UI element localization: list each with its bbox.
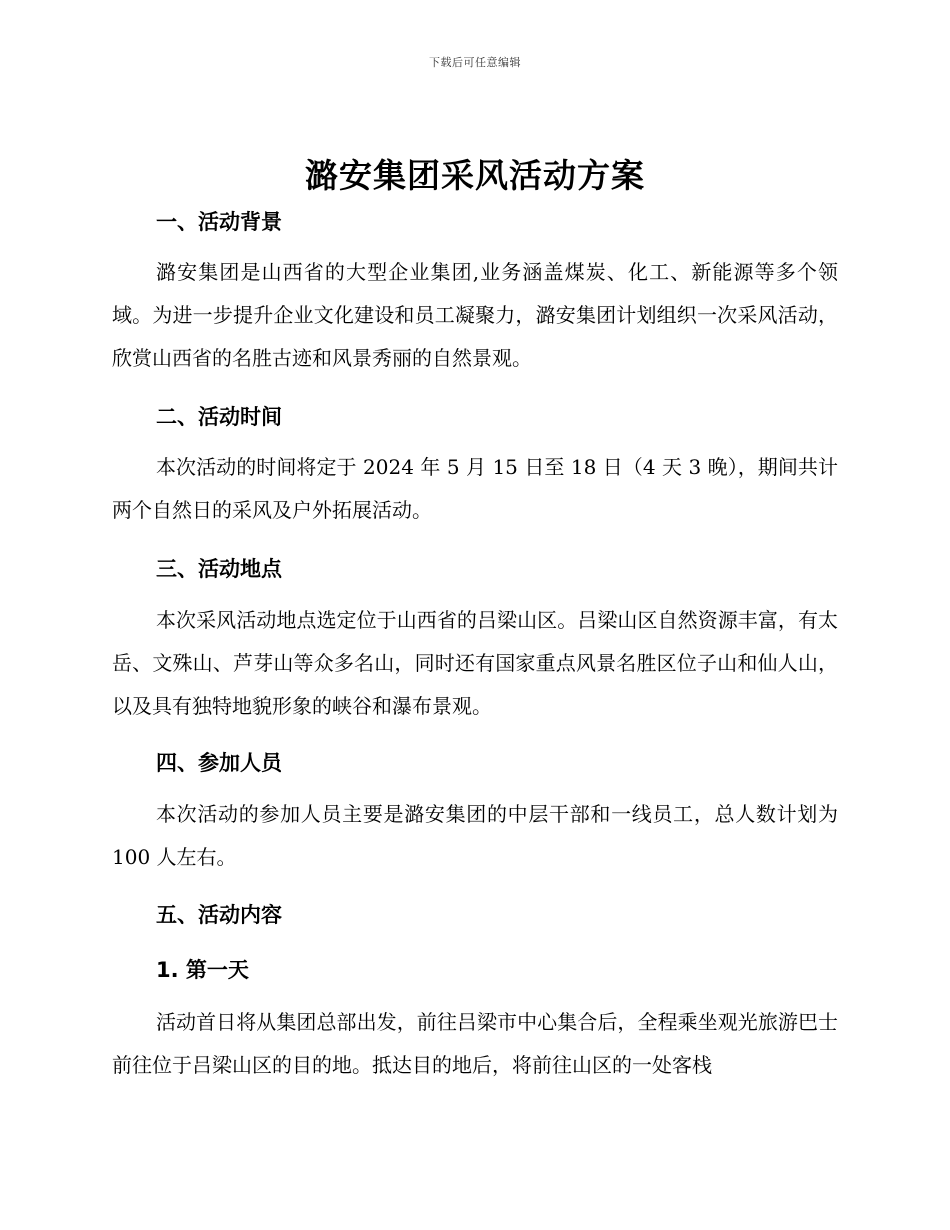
section-heading-time: 二、活动时间 <box>156 405 282 429</box>
section-paragraph-location: 本次采风活动地点选定位于山西省的吕梁山区。吕梁山区自然资源丰富，有太岳、文殊山、芦芽山等众多名山，同时还有国家重点风景名胜区位子山和仙人山，以及具有独特地貌形象的峡谷和瀑布景观。 <box>112 608 838 718</box>
section-heading-background: 一、活动背景 <box>156 210 282 234</box>
section-paragraph-participants: 本次活动的参加人员主要是潞安集团的中层干部和一线员工，总人数计划为 100 人左右。 <box>112 802 838 869</box>
section-paragraph-time: 本次活动的时间将定于 2024 年 5 月 15 日至 18 日（4 天 3 晚），期间共计两个自然日的采风及户外拓展活动。 <box>112 455 838 522</box>
section-heading-content: 五、活动内容 <box>156 903 282 927</box>
section-paragraph-background: 潞安集团是山西省的大型企业集团,业务涵盖煤炭、化工、新能源等多个领域。为进一步提升企业文化建设和员工凝聚力，潞安集团计划组织一次采风活动，欣赏山西省的名胜古迹和风景秀丽的自然景观。 <box>112 260 838 370</box>
section-heading-location: 三、活动地点 <box>156 557 282 581</box>
document-title: 潞安集团采风活动方案 <box>305 156 645 195</box>
page-header-note: 下载后可任意编辑 <box>429 56 521 69</box>
section-heading-participants: 四、参加人员 <box>156 751 282 775</box>
subsection-heading-day-one: 1. 第一天 <box>156 958 249 982</box>
section-paragraph-day-one: 活动首日将从集团总部出发，前往吕梁市中心集合后，全程乘坐观光旅游巴士前往位于吕梁山区的目的地。抵达目的地后，将前往山区的一处客栈 <box>112 1010 838 1077</box>
